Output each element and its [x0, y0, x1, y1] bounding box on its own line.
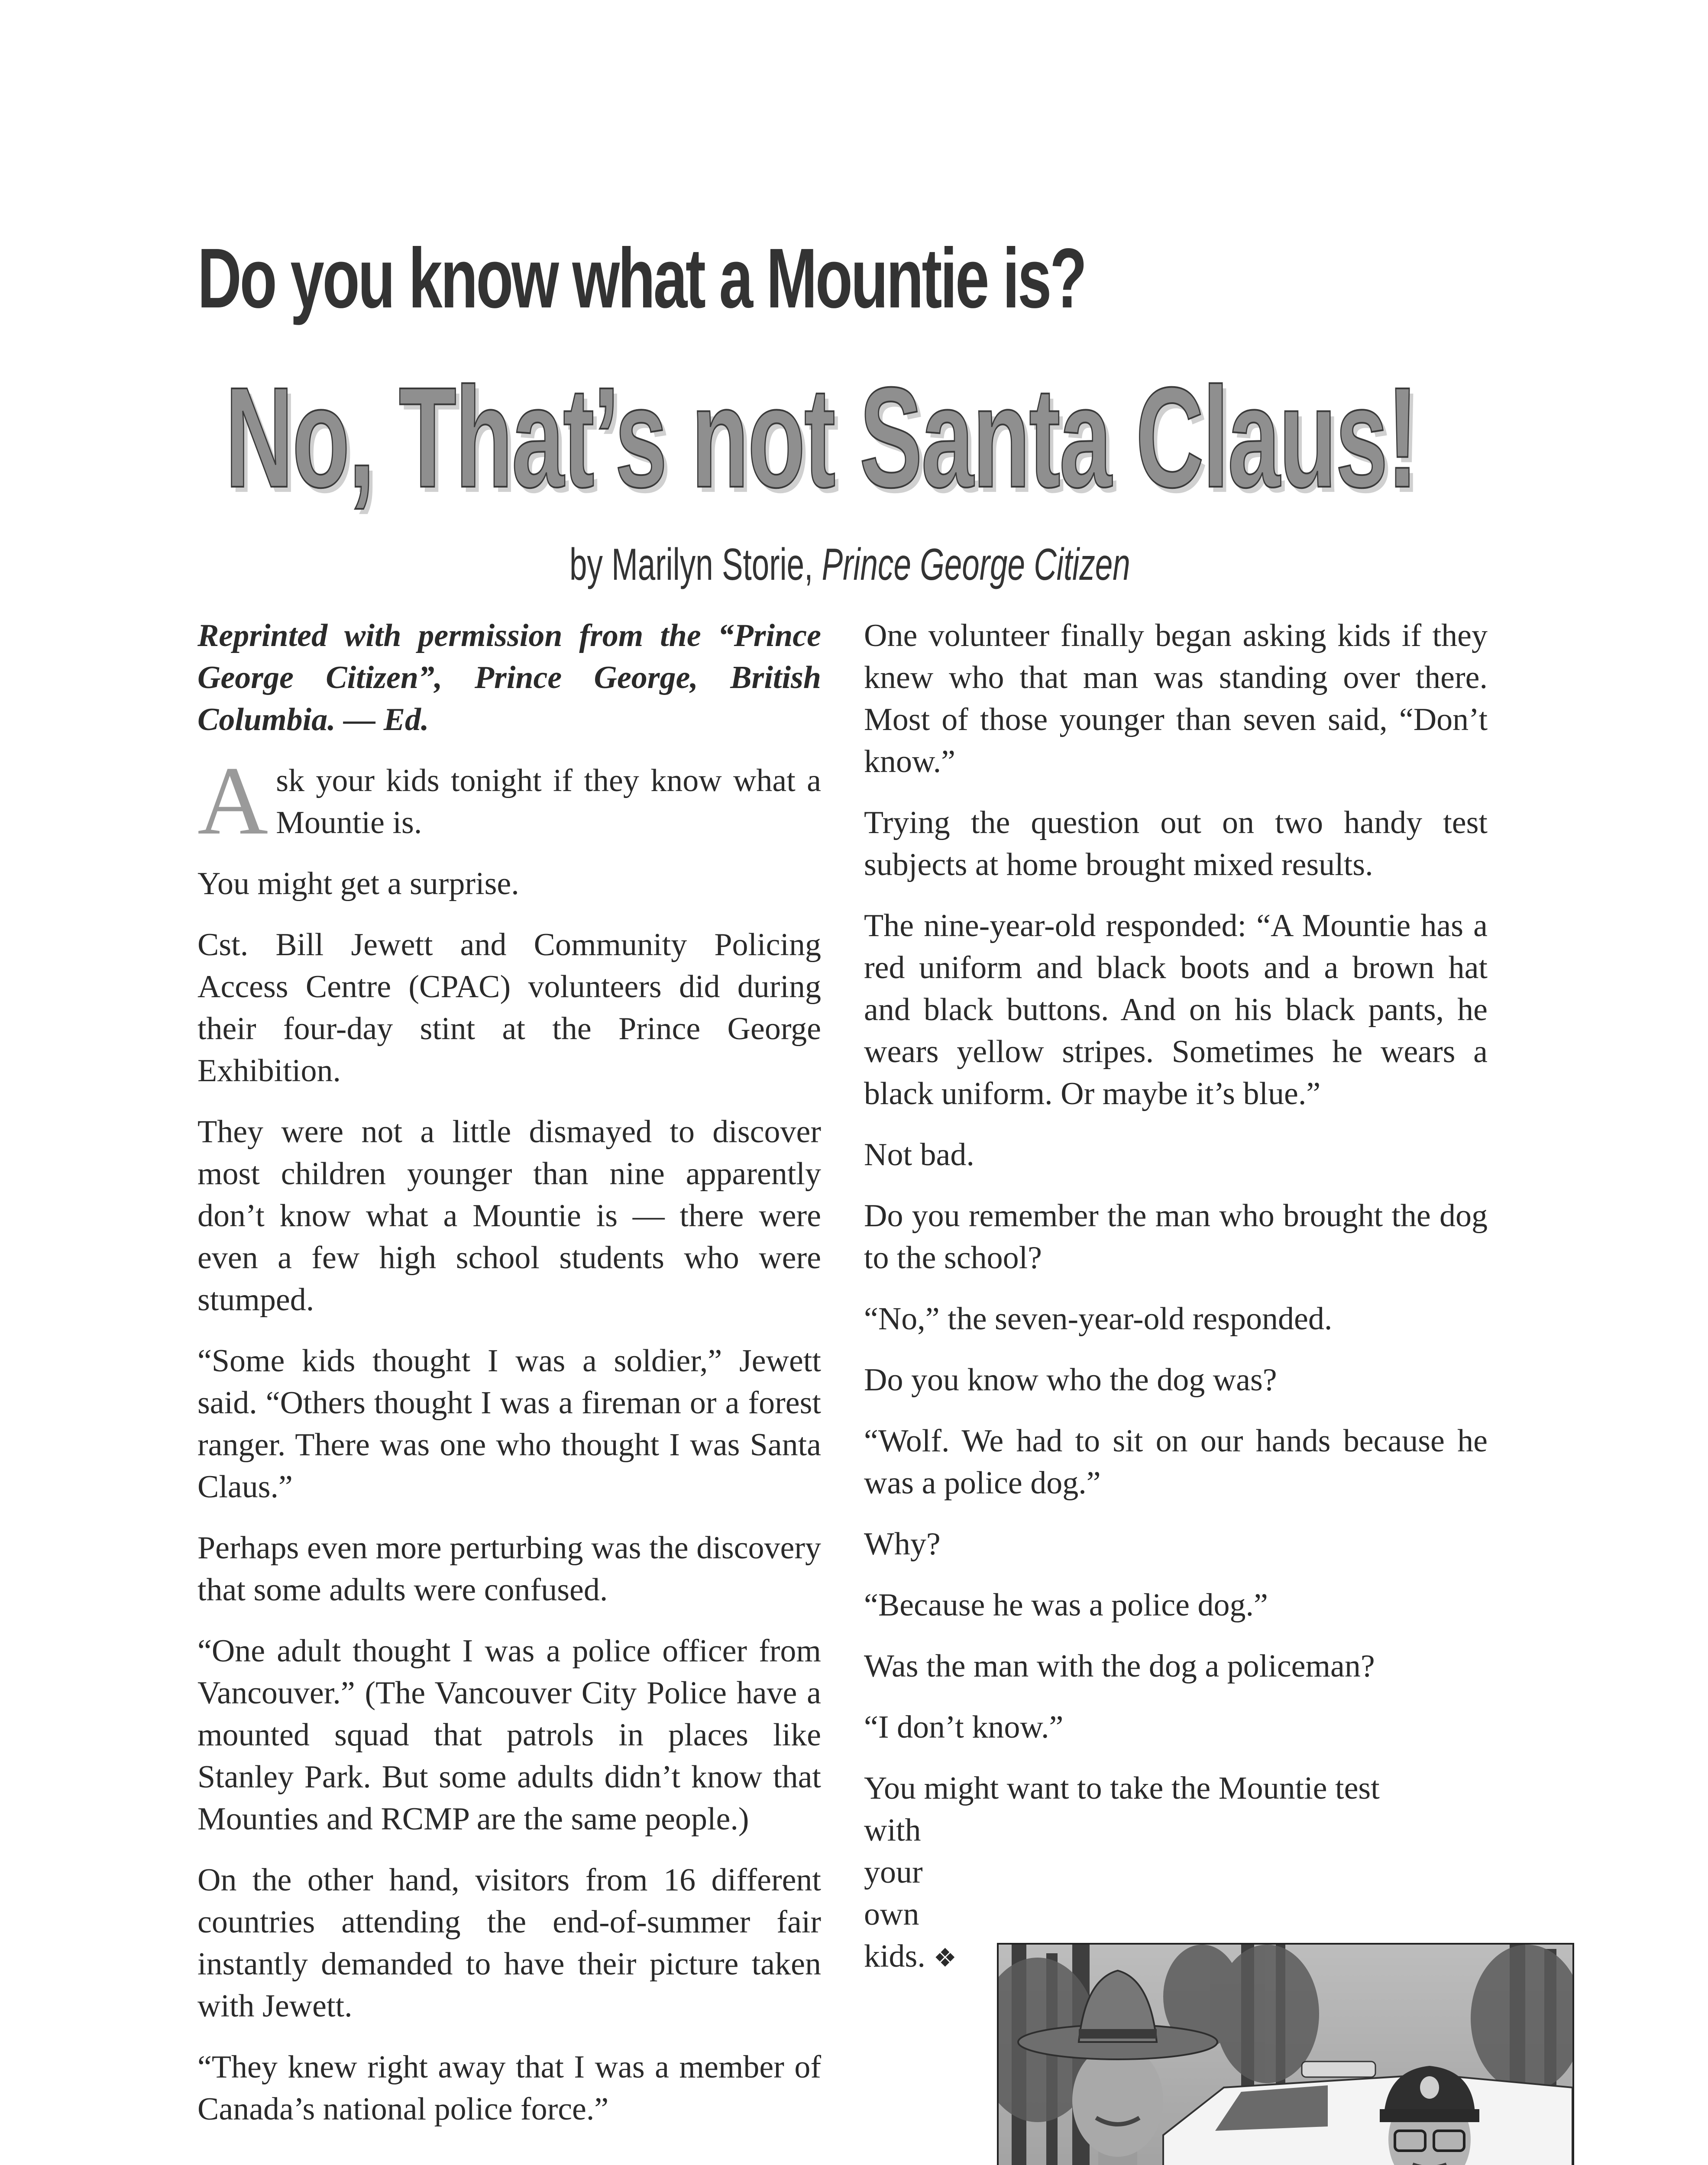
- closing-wrap-word: your: [864, 1855, 923, 1890]
- body-paragraph: Do you know who the dog was?: [864, 1362, 1277, 1398]
- mounties-photo: [997, 1943, 1574, 2165]
- body-paragraph: “They knew right away that I was a member of Canada’s national police force.”: [197, 2049, 821, 2127]
- body-paragraph: Why?: [864, 1526, 941, 1562]
- body-paragraph: The nine-year-old responded: “A Mountie has a red uniform and black boots and a brown hat and black buttons. And on his black pants, he wears yellow stripes. Sometimes he wears a black uniform. Or maybe it’s blue.”: [864, 908, 1488, 1112]
- reprint-note: Reprinted with permission from the “Prince George Citizen”, Prince George, British Columbia. — Ed.: [197, 618, 821, 737]
- closing-wrap-word: with: [864, 1813, 921, 1848]
- body-paragraph: On the other hand, visitors from 16 different countries attending the end-of-summer fair instantly demanded to have their picture taken with Jewett.: [197, 1862, 821, 2024]
- right-column: [864, 615, 1488, 1979]
- body-paragraph: “One adult thought I was a police officer from Vancouver.” (The Vancouver City Police have a mounted squad that patrols in places like Stanley Park. But some adults didn’t know that Mounties and RCMP are the same people.): [197, 1633, 821, 1837]
- body-paragraph: “No,” the seven-year-old responded.: [864, 1301, 1333, 1337]
- body-paragraph: “Some kids thought I was a soldier,” Jewett said. “Others thought I was a fireman or a forest ranger. There was one who thought I was Santa Claus.”: [197, 1343, 821, 1505]
- closing-line: You might want to take the Mountie test: [864, 1771, 1380, 1806]
- byline-publication: Prince George Citizen: [822, 540, 1130, 590]
- body-paragraph: Perhaps even more perturbing was the discovery that some adults were confused.: [197, 1530, 821, 1608]
- article-kicker: Do you know what a Mountie is?: [197, 231, 1085, 326]
- article-byline: [569, 539, 1130, 591]
- body-paragraph: Not bad.: [864, 1137, 974, 1173]
- opening-paragraph: [197, 746, 821, 855]
- body-paragraph: “Wolf. We had to sit on our hands because he was a police dog.”: [864, 1423, 1488, 1501]
- body-paragraph: “I don’t know.”: [864, 1709, 1064, 1745]
- body-paragraph: Do you remember the man who brought the dog to the school?: [864, 1198, 1488, 1276]
- body-paragraph: You might get a surprise.: [197, 866, 519, 902]
- body-paragraph: They were not a little dismayed to discover most children younger than nine apparently don’t know what a Mountie is — there were even a few high school students who were stumped.: [197, 1114, 821, 1318]
- body-paragraph: Was the man with the dog a policeman?: [864, 1648, 1375, 1684]
- end-of-article-icon: ❖: [933, 1944, 957, 1972]
- closing-wrap-word: own: [864, 1897, 919, 1932]
- body-paragraph: Trying the question out on two handy test subjects at home brought mixed results.: [864, 805, 1488, 882]
- byline-author: by Marilyn Storie,: [569, 540, 822, 590]
- closing-last-word: kids.: [864, 1939, 925, 1974]
- left-column: [197, 615, 821, 2149]
- body-paragraph: “Because he was a police dog.”: [864, 1587, 1268, 1623]
- photo-illustration: [999, 1945, 1572, 2165]
- body-paragraph: One volunteer finally began asking kids if they knew who that man was standing over there. Most of those younger than seven said, “Don’t know.”: [864, 618, 1488, 779]
- body-paragraph: Cst. Bill Jewett and Community Policing Access Centre (CPAC) volunteers did during their four-day stint at the Prince George Exhibition.: [197, 927, 821, 1089]
- opening-paragraph-text: sk your kids tonight if they know what a Mountie is.: [276, 763, 821, 840]
- drop-cap: A: [197, 746, 268, 855]
- article-headline: No, That’s not Santa Claus!: [225, 357, 1417, 517]
